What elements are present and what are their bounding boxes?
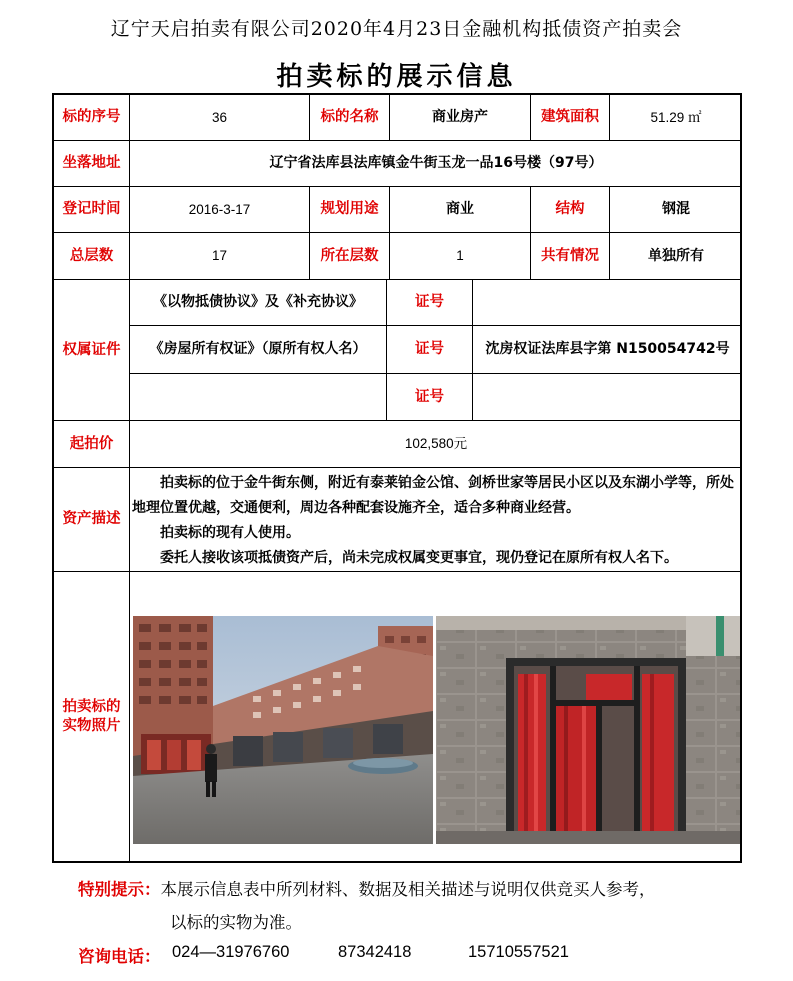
photos-label-line1: 拍卖标的 (62, 698, 121, 715)
use-value: 商业 (390, 187, 531, 233)
description-label: 资产描述 (54, 468, 130, 572)
reg-time-label: 登记时间 (54, 187, 130, 233)
start-price-label: 起拍价 (54, 421, 130, 468)
photos-label (54, 572, 130, 861)
start-price-value: 102,580元 (130, 421, 742, 468)
name-value: 商业房产 (390, 95, 531, 141)
cert-number-value (473, 280, 742, 326)
cert-label: 权属证件 (54, 280, 130, 421)
location-value: 辽宁省法库县法库镇金牛街玉龙一品16号楼（97号） (130, 141, 742, 187)
area-value: 51.29 ㎡ (610, 95, 742, 141)
property-photo-plaza (133, 616, 433, 844)
seq-label: 标的序号 (54, 95, 130, 141)
structure-value: 钢混 (610, 187, 742, 233)
cert-number-label: 证号 (387, 374, 473, 421)
seq-value: 36 (130, 95, 310, 141)
description-paragraph: 拍卖标的现有人使用。 (160, 525, 300, 541)
cert-number-value (473, 374, 742, 421)
description-paragraph: 委托人接收该项抵债资产后，尚未完成权属变更事宜，现仍登记在原所有权人名下。 (160, 550, 678, 566)
auction-company-title: 辽宁天启拍卖有限公司2020年4月23日金融机构抵债资产拍卖会 (110, 18, 683, 40)
phone-label: 咨询电话： (78, 947, 161, 966)
phone-number-3: 15710557521 (468, 943, 569, 961)
structure-label: 结构 (531, 187, 610, 233)
cert-item-name (130, 374, 387, 421)
description-text (130, 468, 742, 572)
floor-value: 1 (390, 233, 531, 280)
phone-number-1: 024—31976760 (172, 943, 290, 961)
page-title: 拍卖标的展示信息 (276, 62, 517, 92)
notice-label: 特别提示： (78, 880, 161, 899)
property-photo-storefront (436, 616, 740, 844)
reg-time-value: 2016-3-17 (130, 187, 310, 233)
phone-number-2: 87342418 (338, 943, 412, 961)
notice-text-line2: 以标的实物为准。 (170, 913, 302, 932)
cert-number-label: 证号 (387, 326, 473, 374)
total-floors-value: 17 (130, 233, 310, 280)
cert-number-value: 沈房权证法库县字第 N150054742号 (473, 326, 742, 374)
location-label: 坐落地址 (54, 141, 130, 187)
phone-line (78, 943, 161, 967)
share-value: 单独所有 (610, 233, 742, 280)
notice-line (78, 876, 656, 900)
cert-item-name: 《房屋所有权证》（原所有权人名） (130, 326, 387, 374)
info-table (52, 93, 742, 863)
floor-label: 所在层数 (310, 233, 390, 280)
area-label: 建筑面积 (531, 95, 610, 141)
cert-number-label: 证号 (387, 280, 473, 326)
notice-text: 本展示信息表中所列材料、数据及相关描述与说明仅供竞买人参考， (160, 880, 656, 899)
total-floors-label: 总层数 (54, 233, 130, 280)
description-paragraph: 拍卖标的位于金牛街东侧，附近有泰莱铂金公馆、剑桥世家等居民小区以及东湖小学等，所处地理位置优越，交通便利，周边各种配套设施齐全，适合多种商业经营。 (132, 475, 734, 516)
share-label: 共有情况 (531, 233, 610, 280)
photos-label-line2: 实物照片 (62, 717, 121, 734)
use-label: 规划用途 (310, 187, 390, 233)
cert-item-name: 《以物抵债协议》及《补充协议》 (130, 280, 387, 326)
name-label: 标的名称 (310, 95, 390, 141)
